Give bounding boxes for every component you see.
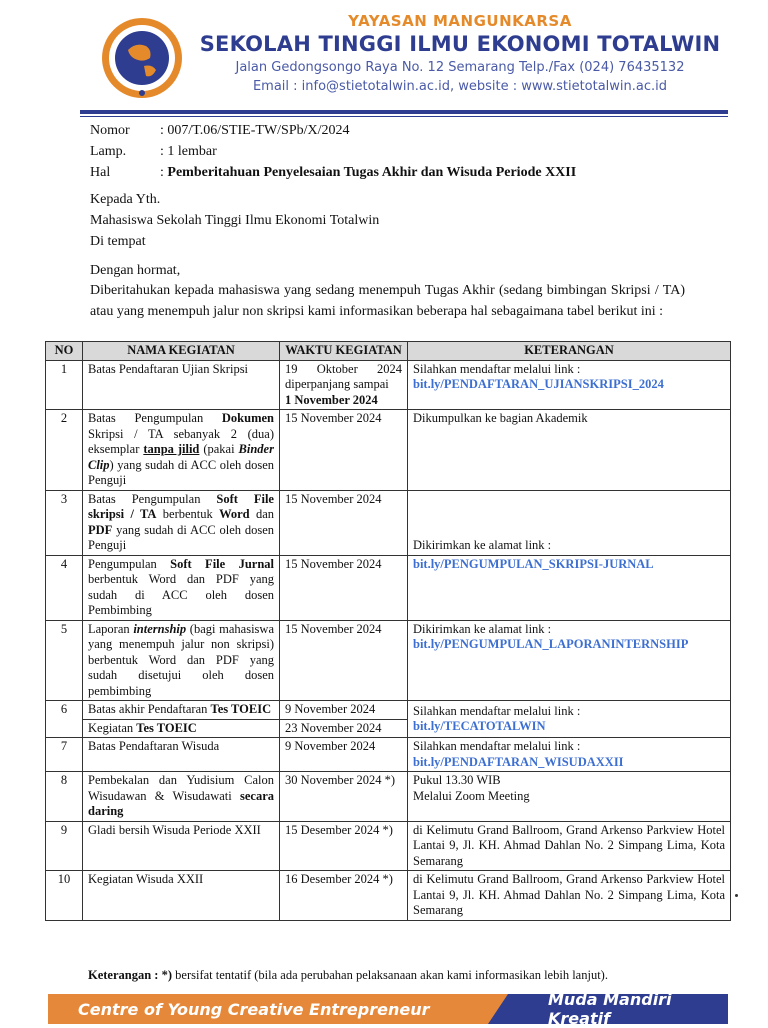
- row-nama: Batas Pendaftaran Wisuda: [83, 738, 280, 772]
- row-no: 3: [46, 490, 83, 555]
- recipient-line: Kepada Yth.: [90, 192, 161, 207]
- link-ujian-skripsi[interactable]: bit.ly/PENDAFTARAN_UJIANSKRIPSI_2024: [413, 377, 664, 391]
- footnote: [88, 968, 608, 983]
- row-nama: Batas Pengumpulan Soft File skripsi / TA berbentuk Word dan PDF yang sudah di ACC oleh dosen Penguji: [83, 490, 280, 555]
- link-skripsi-jurnal[interactable]: bit.ly/PENGUMPULAN_SKRIPSI-JURNAL: [413, 556, 654, 571]
- header-waktu: WAKTU KEGIATAN: [280, 342, 408, 361]
- row-nama: Kegiatan Wisuda XXII: [83, 871, 280, 921]
- foundation-name: YAYASAN MANGUNKARSA: [348, 12, 572, 30]
- footer-tagline-right: Muda Mandiri Kreatif: [508, 994, 728, 1024]
- row-ket: [408, 360, 731, 410]
- row-waktu: 23 November 2024: [280, 719, 408, 738]
- footer-divider: [488, 994, 508, 1024]
- row-nama: Batas akhir Pendaftaran Tes TOEIC: [83, 701, 280, 720]
- recipient-block: [90, 189, 379, 252]
- header-keterangan: KETERANGAN: [408, 342, 731, 361]
- link-laporan-internship[interactable]: bit.ly/PENGUMPULAN_LAPORANINTERNSHIP: [413, 637, 689, 651]
- row-ket: [408, 555, 731, 620]
- letterhead: [190, 12, 730, 94]
- waktu-deadline: 1 November 2024: [285, 392, 378, 407]
- greeting: Dengan hormat,: [90, 263, 181, 278]
- schedule-table: [45, 341, 731, 921]
- table-row: [46, 772, 731, 822]
- row-ket: di Kelimutu Grand Ballroom, Grand Arkenso Parkview Hotel Lantai 9, Jl. KH. Ahmad Dahlan No. 2 Simpang Lima, Kota Semarang: [408, 821, 731, 871]
- row-waktu: 9 November 2024: [280, 738, 408, 772]
- ket-text: Dikirimkan ke alamat link :: [413, 538, 552, 552]
- row-no: 9: [46, 821, 83, 871]
- link-wisuda[interactable]: bit.ly/PENDAFTARAN_WISUDAXXII: [413, 754, 624, 769]
- row-nama: Kegiatan Tes TOEIC: [83, 719, 280, 738]
- institution-name: SEKOLAH TINGGI ILMU EKONOMI TOTALWIN: [199, 32, 721, 56]
- table-row: [46, 821, 731, 871]
- row-nama: Pembekalan dan Yudisium Calon Wisudawan & Wisudawati secara daring: [83, 772, 280, 822]
- row-waktu: 15 November 2024: [280, 620, 408, 701]
- row-no: 8: [46, 772, 83, 822]
- ket-text: Silahkan mendaftar melalui link :: [413, 739, 581, 753]
- nomor-value: : 007/T.06/STIE-TW/SPb/X/2024: [160, 123, 350, 138]
- row-nama: Gladi bersih Wisuda Periode XXII: [83, 821, 280, 871]
- row-no: 1: [46, 360, 83, 410]
- table-row: [46, 555, 731, 620]
- ket-text: Pukul 13.30 WIB: [413, 773, 501, 787]
- recipient-line: Di tempat: [90, 234, 146, 249]
- row-ket: [408, 620, 731, 701]
- row-no: 6: [46, 701, 83, 738]
- row-nama: Pengumpulan Soft File Jurnal berbentuk Word dan PDF yang sudah di ACC oleh dosen Pembimbing: [83, 555, 280, 620]
- table-row: [46, 738, 731, 772]
- letter-meta: [90, 120, 576, 183]
- header-no: NO: [46, 342, 83, 361]
- letterhead-rule-thin: [80, 116, 728, 117]
- letterhead-rule: [80, 110, 728, 114]
- row-waktu: [280, 360, 408, 410]
- institution-contact: Email : info@stietotalwin.ac.id, website : www.stietotalwin.ac.id: [252, 79, 668, 94]
- ket-text: Silahkan mendaftar melalui link :: [413, 361, 581, 376]
- link-toeic[interactable]: bit.ly/TECATOTALWIN: [413, 719, 546, 733]
- nomor-label: Nomor: [90, 123, 130, 138]
- footer-banner: [48, 990, 728, 1028]
- table-row: [46, 410, 731, 491]
- row-no: 10: [46, 871, 83, 921]
- row-nama: Batas Pengumpulan Dokumen Skripsi / TA sebanyak 2 (dua) eksemplar tanpa jilid (pakai Binder Clip) yang sudah di ACC oleh dosen Penguji: [83, 410, 280, 491]
- row-waktu: 15 Desember 2024 *): [280, 821, 408, 871]
- footer-tagline-left: Centre of Young Creative Entrepreneur: [48, 994, 488, 1024]
- lamp-value: : 1 lembar: [160, 144, 217, 159]
- waktu-text: 19 Oktober 2024 diperpanjang sampai: [285, 361, 402, 391]
- row-no: 7: [46, 738, 83, 772]
- ket-text: Melalui Zoom Meeting: [413, 788, 530, 803]
- hal-prefix: :: [160, 165, 168, 180]
- footnote-text: bersifat tentatif (bila ada perubahan pelaksanaan akan kami informasikan lebih lanjut).: [172, 968, 608, 982]
- row-no: 2: [46, 410, 83, 491]
- institution-address: Jalan Gedongsongo Raya No. 12 Semarang Telp./Fax (024) 76435132: [235, 60, 685, 75]
- intro-paragraph: Diberitahukan kepada mahasiswa yang sedang menempuh Tugas Akhir (sedang bimbingan Skripsi / TA) atau yang menempuh jalur non skripsi kami informasikan beberapa hal sebagaimana tabel berikut ini :: [90, 283, 685, 319]
- table-row: [46, 360, 731, 410]
- row-ket: [408, 772, 731, 822]
- table-header-row: [46, 342, 731, 361]
- row-ket: di Kelimutu Grand Ballroom, Grand Arkenso Parkview Hotel Lantai 9, Jl. KH. Ahmad Dahlan No. 2 Simpang Lima, Kota Semarang: [408, 871, 731, 921]
- lamp-label: Lamp.: [90, 144, 127, 159]
- row-waktu: 15 November 2024: [280, 490, 408, 555]
- row-waktu: 30 November 2024 *): [280, 772, 408, 822]
- header-nama: NAMA KEGIATAN: [83, 342, 280, 361]
- row-waktu: 9 November 2024: [280, 701, 408, 720]
- ket-text: Silahkan mendaftar melalui link :: [413, 703, 581, 718]
- table-row: [46, 620, 731, 701]
- row-nama: Batas Pendaftaran Ujian Skripsi: [83, 360, 280, 410]
- row-waktu: 15 November 2024: [280, 555, 408, 620]
- ket-text: Dikirimkan ke alamat link :: [413, 621, 552, 636]
- row-ket: [408, 738, 731, 772]
- stray-mark: [735, 894, 738, 897]
- table-row: [46, 490, 731, 555]
- row-waktu: 16 Desember 2024 *): [280, 871, 408, 921]
- recipient-line: Mahasiswa Sekolah Tinggi Ilmu Ekonomi Totalwin: [90, 213, 380, 228]
- table-row: [46, 871, 731, 921]
- row-no: 4: [46, 555, 83, 620]
- row-nama: Laporan internship (bagi mahasiswa yang menempuh jalur non skripsi) berbentuk Word dan PDF yang sudah disetujui oleh dosen pembimbing: [83, 620, 280, 701]
- row-ket: Dikumpulkan ke bagian Akademik: [408, 410, 731, 491]
- table-row: [46, 701, 731, 720]
- row-waktu: 15 November 2024: [280, 410, 408, 491]
- row-ket: [408, 490, 731, 555]
- row-ket: [408, 701, 731, 738]
- row-no: 5: [46, 620, 83, 701]
- footnote-label: Keterangan : *): [88, 968, 173, 982]
- hal-label: Hal: [90, 165, 111, 180]
- hal-value: Pemberitahuan Penyelesaian Tugas Akhir dan Wisuda Periode XXII: [167, 165, 577, 180]
- institution-logo: [100, 16, 184, 100]
